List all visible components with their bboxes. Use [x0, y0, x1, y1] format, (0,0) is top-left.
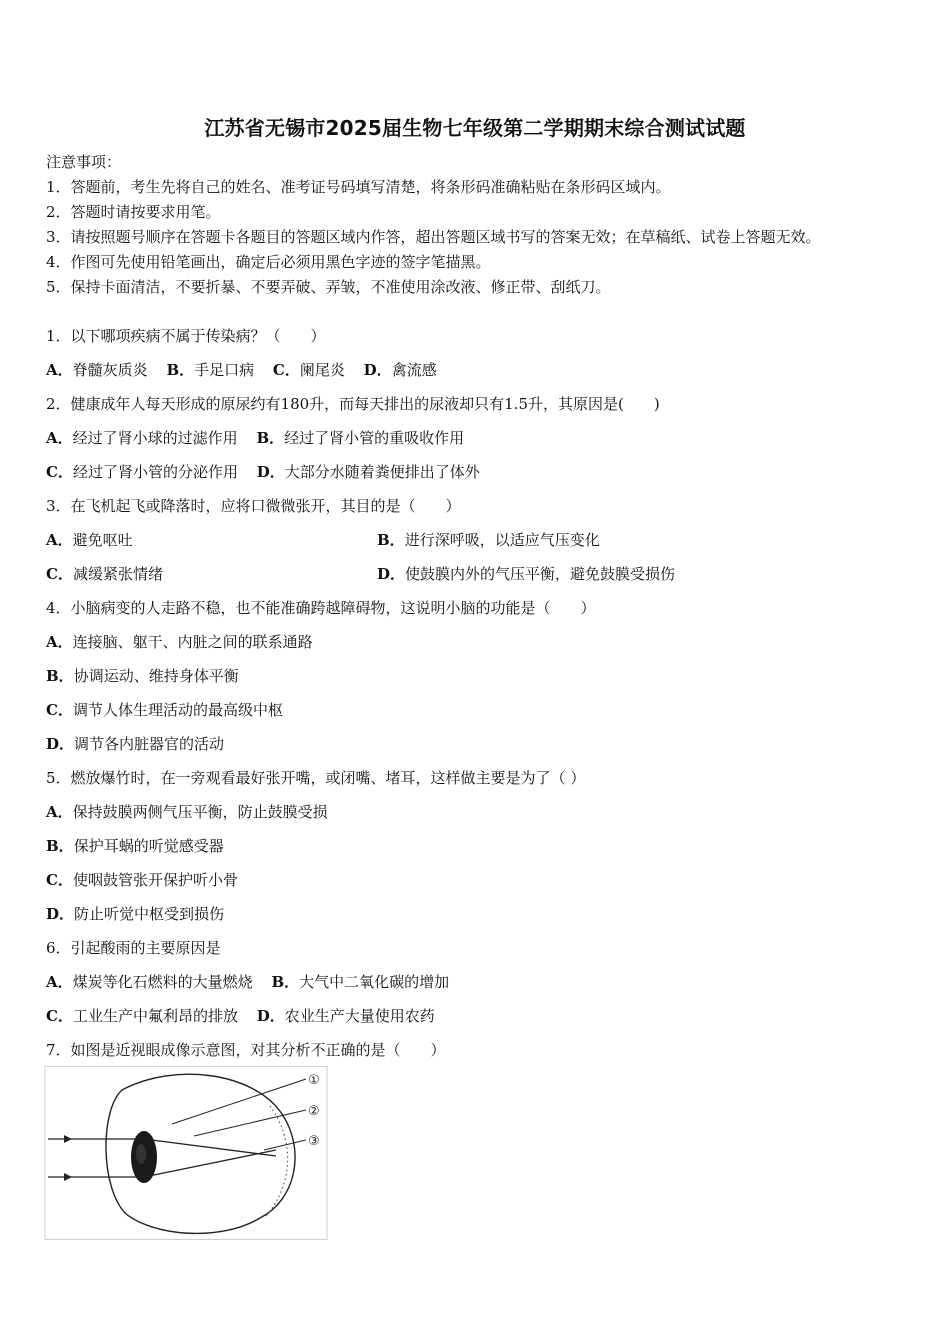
- label-3: ③: [308, 1134, 320, 1149]
- option-label: A．: [46, 361, 73, 379]
- option-a: 经过了肾小球的过滤作用: [72, 429, 238, 447]
- retina-line: [266, 1106, 288, 1216]
- option-label: C．: [46, 1007, 73, 1025]
- arrow-icon: [64, 1135, 72, 1143]
- option-label: D．: [256, 1007, 285, 1025]
- question-5-option-a: [46, 802, 328, 822]
- option-label: D．: [46, 905, 75, 923]
- question-3-stem: 3．在飞机起飞或降落时，应将口微微张开，其目的是（ ）: [46, 497, 461, 515]
- option-c: 经过了肾小管的分泌作用: [72, 463, 238, 481]
- question-4-option-d: [46, 734, 224, 754]
- question-7-stem: 7．如图是近视眼成像示意图，对其分析不正确的是（ ）: [46, 1041, 446, 1059]
- notice-item: 5．保持卡面清洁，不要折暴、不要弄破、弄皱，不准使用涂改液、修正带、刮纸刀。: [46, 278, 611, 296]
- myopia-eye-diagram: [44, 1066, 328, 1240]
- option-d: 大部分水随着粪便排出了体外: [284, 463, 480, 481]
- question-4-option-b: [46, 666, 239, 686]
- option-b: 经过了肾小管的重吸收作用: [284, 429, 465, 447]
- question-2-options-ab: [46, 428, 464, 448]
- question-4-option-a: [46, 632, 313, 652]
- question-1-stem: 1．以下哪项疾病不属于传染病？（ ）: [46, 327, 326, 345]
- option-label: A．: [46, 803, 73, 821]
- question-6-options-ab: [46, 972, 449, 992]
- option-d: 农业生产大量使用农药: [284, 1007, 435, 1025]
- cornea-outline: [106, 1090, 126, 1214]
- question-6-stem: 6．引起酸雨的主要原因是: [46, 939, 221, 957]
- label-2: ②: [308, 1104, 320, 1119]
- question-3-option-c: [46, 564, 163, 584]
- question-5-option-c: [46, 870, 238, 890]
- option-b: 大气中二氧化碳的增加: [299, 973, 450, 991]
- question-5-option-b: [46, 836, 224, 856]
- option-label: C．: [46, 871, 73, 889]
- option-c: 减缓紧张情绪: [72, 565, 163, 583]
- option-a: 脊髓灰质炎: [72, 361, 148, 379]
- question-1-options: [46, 360, 437, 380]
- option-label: C．: [46, 463, 73, 481]
- notice-item: 2．答题时请按要求用笔。: [46, 203, 221, 221]
- option-label: B．: [166, 361, 195, 379]
- question-6-options-cd: [46, 1006, 435, 1026]
- option-label: C．: [272, 361, 300, 379]
- option-label: B．: [46, 837, 74, 855]
- option-a: 避免呕吐: [72, 531, 133, 549]
- question-2-stem: 2．健康成年人每天形成的原尿约有180升，而每天排出的尿液却只有1.5升，其原因是( ): [46, 395, 660, 413]
- option-label: A．: [46, 531, 73, 549]
- page-title: 江苏省无锡市2025届生物七年级第二学期期末综合测试试题: [204, 116, 746, 140]
- question-4-stem: 4．小脑病变的人走路不稳，也不能准确跨越障碍物，这说明小脑的功能是（ ）: [46, 599, 596, 617]
- option-label: A．: [46, 633, 73, 651]
- option-label: D．: [46, 735, 75, 753]
- option-label: D．: [363, 361, 392, 379]
- eye-diagram-svg: [44, 1066, 328, 1240]
- option-d: 调节各内脏器官的活动: [74, 735, 225, 753]
- option-label: B．: [271, 973, 300, 991]
- option-label: C．: [46, 701, 73, 719]
- option-c: 阑尾炎: [299, 361, 345, 379]
- figure-border: [45, 1067, 327, 1240]
- leader-line-1: [172, 1079, 306, 1124]
- option-label: D．: [256, 463, 285, 481]
- option-label: D．: [377, 565, 406, 583]
- leader-line-2: [194, 1110, 306, 1136]
- notice-heading: 注意事项：: [46, 153, 122, 171]
- refracted-ray-lower: [144, 1150, 276, 1177]
- option-b: 进行深呼吸，以适应气压变化: [404, 531, 600, 549]
- option-b: 协调运动、维持身体平衡: [73, 667, 239, 685]
- option-a: 保持鼓膜两侧气压平衡，防止鼓膜受损: [72, 803, 328, 821]
- option-b: 保护耳蜗的听觉感受器: [73, 837, 224, 855]
- option-c: 使咽鼓管张开保护听小骨: [72, 871, 238, 889]
- question-3-option-b: [377, 530, 600, 550]
- option-d: 防止听觉中枢受到损伤: [74, 905, 225, 923]
- option-label: B．: [46, 667, 74, 685]
- option-a: 煤炭等化石燃料的大量燃烧: [72, 973, 253, 991]
- notice-item: 4．作图可先使用铅笔画出，确定后必须用黑色字迹的签字笔描黑。: [46, 253, 491, 271]
- option-c: 调节人体生理活动的最高级中枢: [72, 701, 283, 719]
- question-3-option-a: [46, 530, 133, 550]
- question-5-option-d: [46, 904, 224, 924]
- question-5-stem: 5．燃放爆竹时，在一旁观看最好张开嘴，或闭嘴、堵耳，这样做主要是为了（ ）: [46, 769, 586, 787]
- label-1: ①: [308, 1073, 320, 1088]
- question-3-option-d: [377, 564, 675, 584]
- option-label: A．: [46, 973, 73, 991]
- notice-item: 3．请按照题号顺序在答题卡各题目的答题区域内作答，超出答题区域书写的答案无效；在草稿纸、试卷上答题无效。: [46, 228, 821, 246]
- option-d: 使鼓膜内外的气压平衡，避免鼓膜受损伤: [405, 565, 676, 583]
- option-c: 工业生产中氟利昂的排放: [72, 1007, 238, 1025]
- leader-line-3: [264, 1140, 306, 1150]
- lens-highlight: [136, 1144, 146, 1164]
- option-label: C．: [46, 565, 73, 583]
- option-d: 禽流感: [391, 361, 437, 379]
- question-4-option-c: [46, 700, 283, 720]
- option-b: 手足口病: [194, 361, 255, 379]
- arrow-icon: [64, 1173, 72, 1181]
- option-label: B．: [256, 429, 285, 447]
- option-a: 连接脑、躯干、内脏之间的联系通路: [72, 633, 313, 651]
- option-label: B．: [377, 531, 405, 549]
- option-label: A．: [46, 429, 73, 447]
- question-2-options-cd: [46, 462, 480, 482]
- notice-item: 1．答题前，考生先将自己的姓名、准考证号码填写清楚，将条形码准确粘贴在条形码区域内。: [46, 178, 671, 196]
